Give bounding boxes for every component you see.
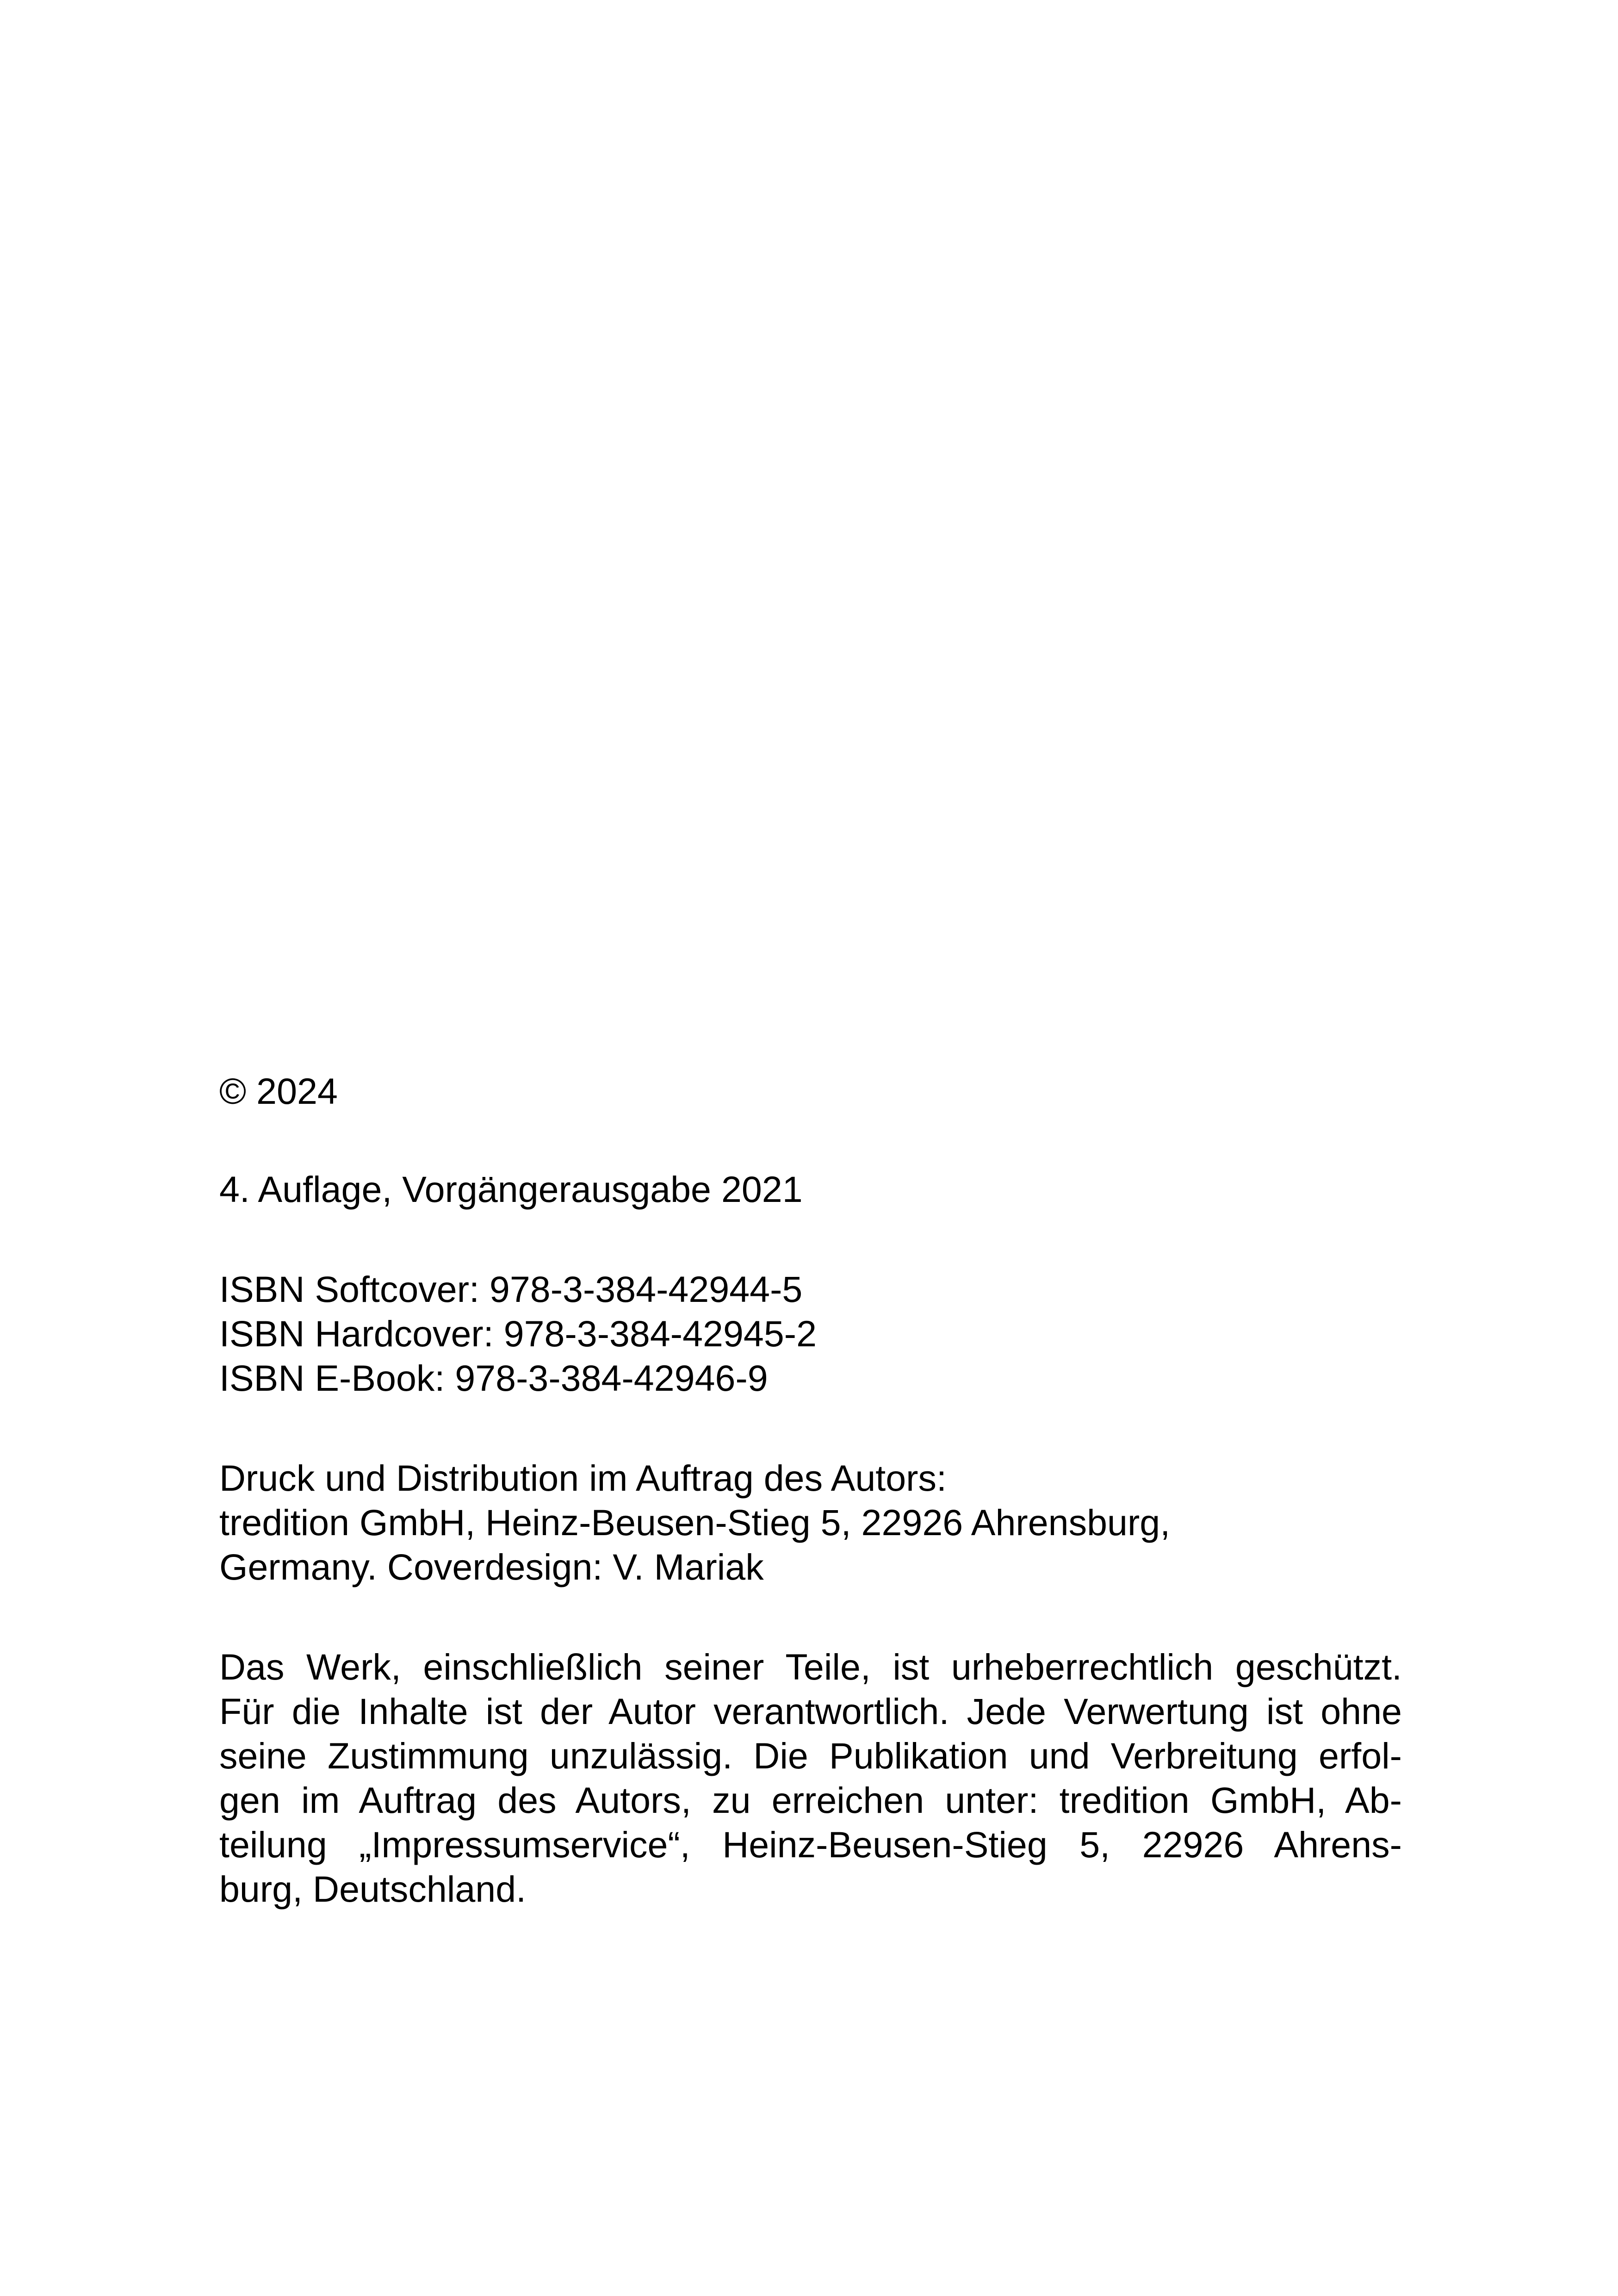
spacer <box>219 1114 1402 1167</box>
legal-line-5: teilung „Impressumservice“, Heinz-Beusen-Stieg 5, 22926 Ahrens- <box>219 1824 1402 1865</box>
legal-line-6: burg, Deutschland. <box>219 1868 527 1910</box>
distribution-line-3: Germany. Coverdesign: V. Mariak <box>219 1546 764 1587</box>
legal-line-1: Das Werk, einschließlich seiner Teile, ist urheberrechtlich geschützt. <box>219 1646 1402 1687</box>
distribution-line-1: Druck und Distribution im Auftrag des Autors: <box>219 1457 947 1499</box>
isbn-ebook: ISBN E-Book: 978-3-384-42946-9 <box>219 1357 768 1399</box>
copyright-text: © 2024 <box>219 1070 338 1112</box>
legal-line-2: Für die Inhalte ist der Autor verantwortlich. Jede Verwertung ist ohne <box>219 1691 1402 1732</box>
spacer <box>219 1212 1402 1267</box>
distribution-line-2: tredition GmbH, Heinz-Beusen-Stieg 5, 22926 Ahrensburg, <box>219 1502 1171 1543</box>
isbn-block <box>219 1267 1402 1400</box>
copyright-line <box>219 1069 1402 1114</box>
edition-text: 4. Auflage, Vorgängerausgabe 2021 <box>219 1169 803 1210</box>
imprint-block <box>219 1069 1402 1911</box>
edition-line <box>219 1167 1402 1212</box>
spacer <box>219 1400 1402 1456</box>
legal-line-4: gen im Auftrag des Autors, zu erreichen unter: tredition GmbH, Ab- <box>219 1780 1402 1821</box>
legal-line-3: seine Zustimmung unzulässig. Die Publikation und Verbreitung erfol- <box>219 1735 1402 1776</box>
isbn-softcover: ISBN Softcover: 978-3-384-42944-5 <box>219 1269 803 1310</box>
legal-notice <box>219 1645 1402 1911</box>
distribution-block <box>219 1456 1402 1589</box>
isbn-hardcover: ISBN Hardcover: 978-3-384-42945-2 <box>219 1313 817 1354</box>
spacer <box>219 1589 1402 1645</box>
